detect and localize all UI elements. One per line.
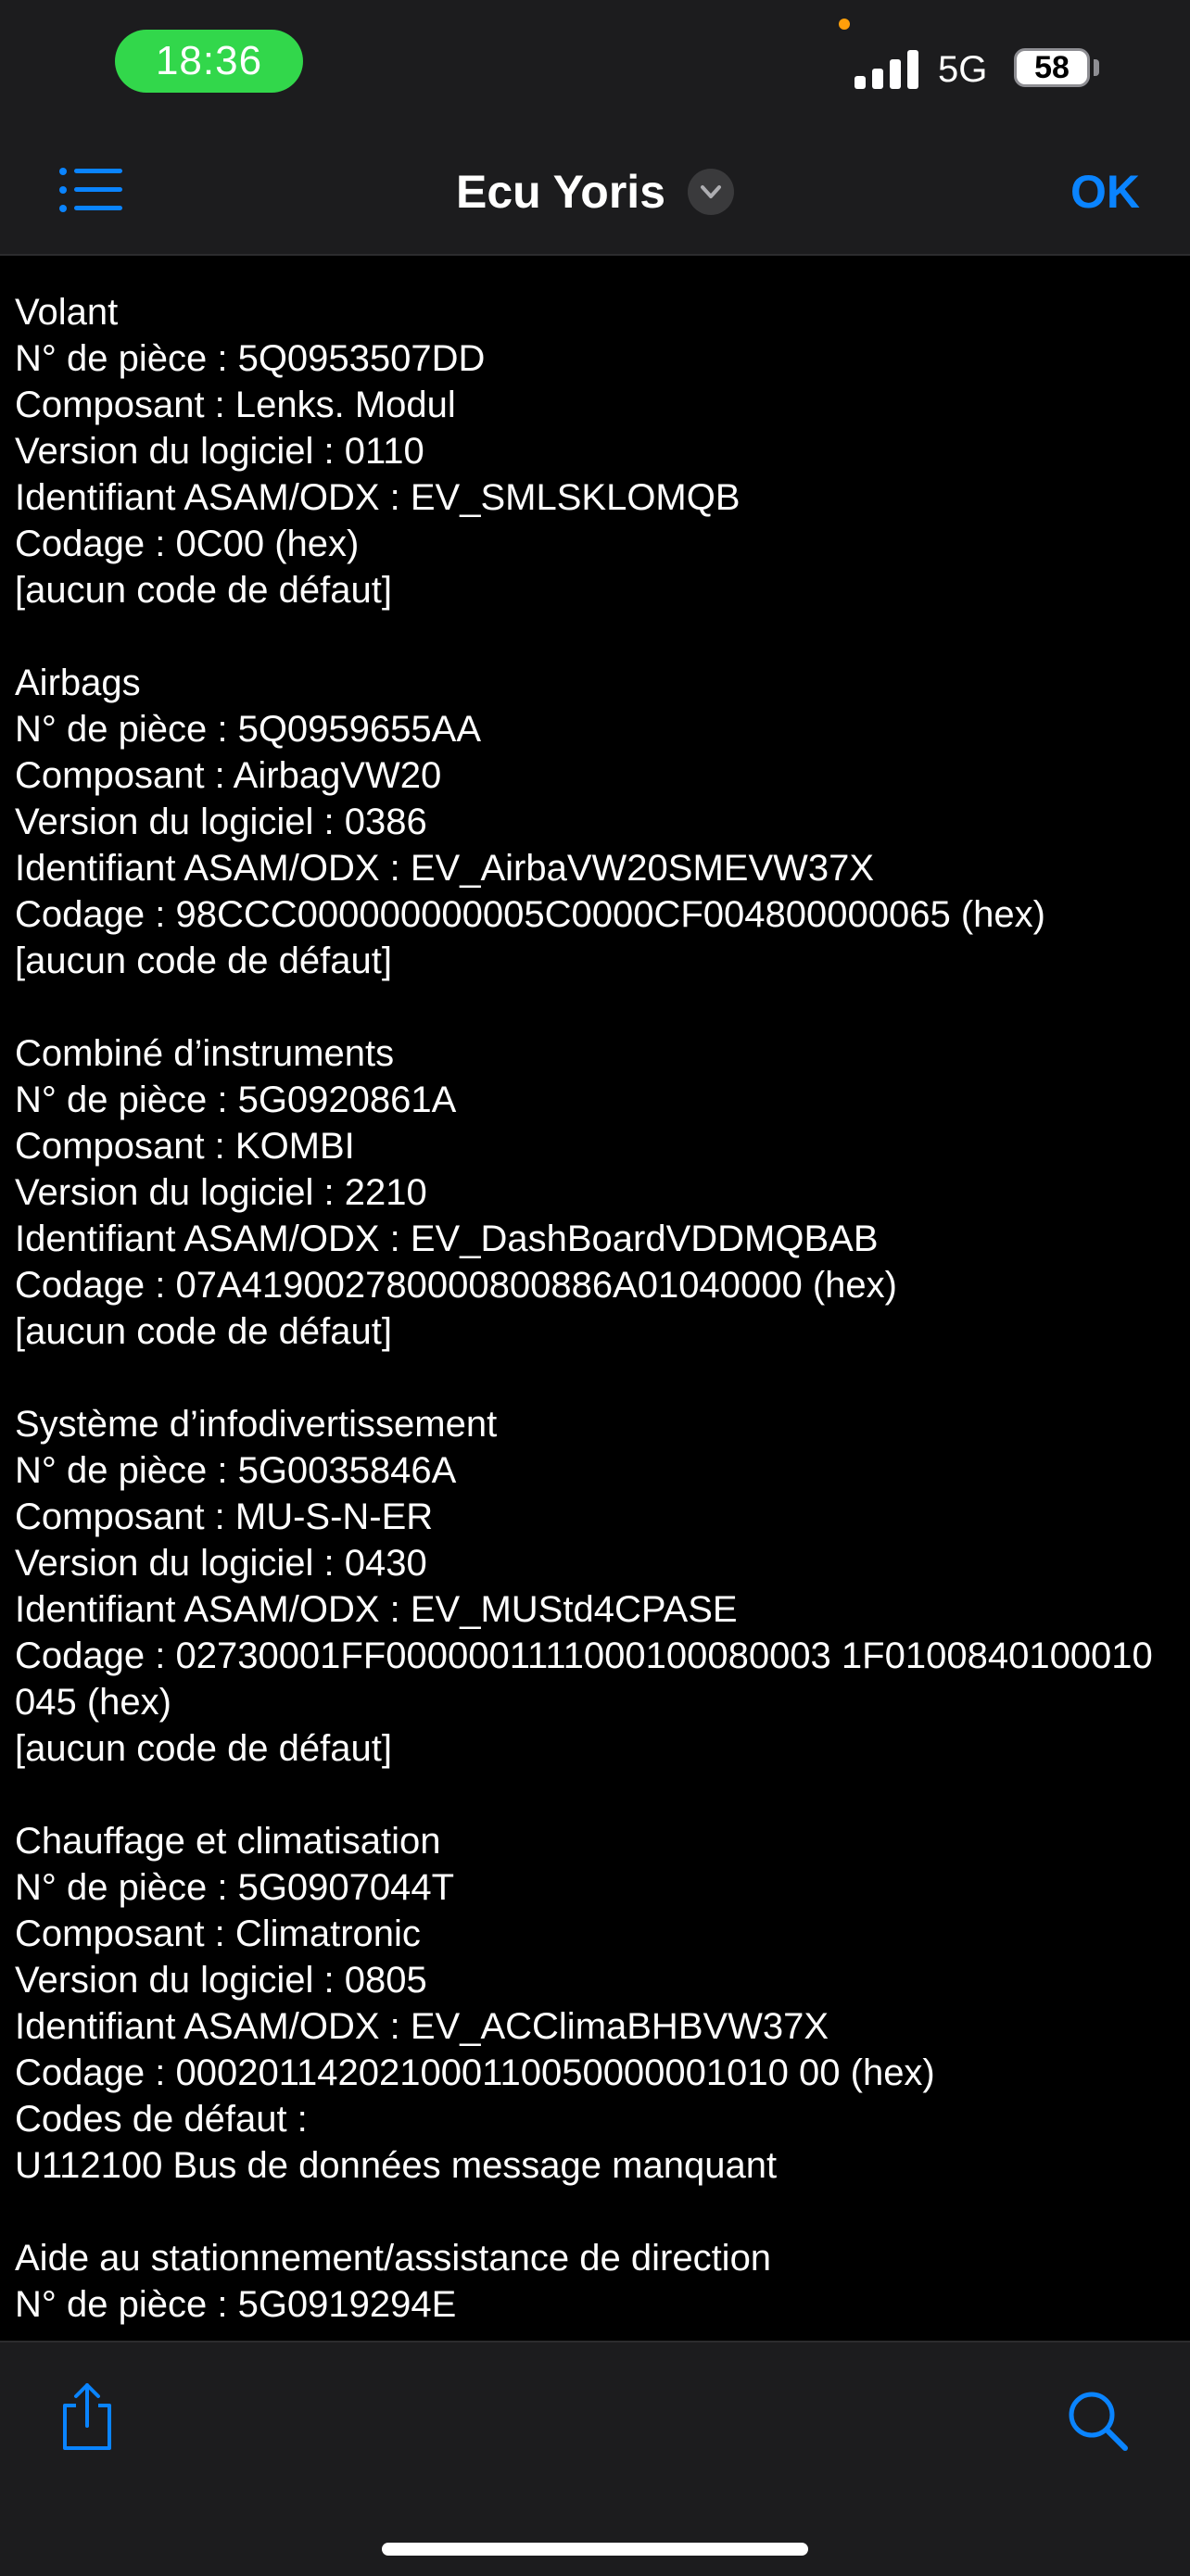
ecu-block-airbags: [15, 660, 1190, 984]
ecu-coding: Codage : 98CCC000000000005C0000CF004800000065 (hex): [15, 894, 1045, 935]
ecu-coding: Codage : 02730001FF0000001111000100080003 1F0100840100010045 (hex): [15, 1635, 1153, 1723]
ecu-asam-id: Identifiant ASAM/ODX : EV_DashBoardVDDMQBAB: [15, 1219, 879, 1259]
ecu-fault-header: Codes de défaut :: [15, 2099, 308, 2140]
ecu-block-steering: [15, 289, 1190, 613]
ecu-fault-code: U112100 Bus de données message manquant: [15, 2145, 778, 2186]
ecu-title: Combiné d’instruments: [15, 1033, 395, 1074]
ecu-part-number: N° de pièce : 5Q0959655AA: [15, 709, 482, 750]
home-indicator[interactable]: [382, 2543, 808, 2556]
privacy-indicator-dot: [839, 19, 850, 30]
ecu-part-number: N° de pièce : 5G0920861A: [15, 1080, 457, 1120]
ecu-fault-status: [aucun code de défaut]: [15, 1311, 392, 1352]
ecu-title: Airbags: [15, 663, 141, 703]
share-icon[interactable]: [57, 2381, 117, 2452]
ecu-component: Composant : Lenks. Modul: [15, 385, 456, 425]
ecu-block-parking-assist: [15, 2235, 1190, 2328]
chevron-down-icon[interactable]: [688, 169, 734, 215]
ecu-part-number: N° de pièce : 5G0035846A: [15, 1450, 457, 1491]
ecu-part-number: N° de pièce : 5G0907044T: [15, 1867, 455, 1908]
time-pill[interactable]: [115, 30, 303, 93]
ecu-block-instrument-cluster: [15, 1030, 1190, 1355]
navigation-bar: [0, 130, 1190, 256]
ecu-title: Système d’infodivertissement: [15, 1404, 498, 1445]
ecu-coding: Codage : 07A419002780000800886A01040000 (hex): [15, 1265, 897, 1306]
ecu-block-infotainment: [15, 1401, 1190, 1772]
signal-icon: [855, 46, 919, 89]
ecu-software-version: Version du logiciel : 2210: [15, 1172, 427, 1213]
report-content[interactable]: [0, 256, 1190, 2341]
status-time: 18:36: [155, 38, 263, 83]
battery-icon: [1014, 48, 1090, 87]
ecu-asam-id: Identifiant ASAM/ODX : EV_SMLSKLOMQB: [15, 477, 741, 518]
ecu-coding: Codage : 000201142021000110050000001010 00 (hex): [15, 2052, 935, 2093]
ecu-report: [0, 256, 1190, 2328]
ecu-title: Volant: [15, 292, 119, 333]
ecu-part-number: N° de pièce : 5G0919294E: [15, 2284, 457, 2325]
list-icon[interactable]: [59, 167, 122, 213]
ecu-block-climate: [15, 1818, 1190, 2189]
bottom-toolbar: [0, 2341, 1190, 2576]
ecu-asam-id: Identifiant ASAM/ODX : EV_AirbaVW20SMEVW37X: [15, 848, 875, 889]
ecu-software-version: Version du logiciel : 0430: [15, 1543, 427, 1584]
network-type: 5G: [938, 49, 988, 90]
ecu-asam-id: Identifiant ASAM/ODX : EV_MUStd4CPASE: [15, 1589, 738, 1630]
ecu-software-version: Version du logiciel : 0386: [15, 802, 427, 842]
ok-button[interactable]: OK: [1070, 166, 1140, 218]
ecu-software-version: Version du logiciel : 0110: [15, 431, 424, 472]
ecu-fault-status: [aucun code de défaut]: [15, 941, 392, 981]
search-icon[interactable]: [1066, 2389, 1131, 2454]
ecu-fault-status: [aucun code de défaut]: [15, 1728, 392, 1769]
ecu-coding: Codage : 0C00 (hex): [15, 524, 360, 564]
ecu-fault-status: [aucun code de défaut]: [15, 570, 392, 611]
ecu-component: Composant : KOMBI: [15, 1126, 355, 1167]
ecu-title: Aide au stationnement/assistance de direction: [15, 2238, 772, 2279]
ecu-component: Composant : AirbagVW20: [15, 755, 442, 796]
ecu-title: Chauffage et climatisation: [15, 1821, 441, 1862]
battery-tip: [1094, 59, 1099, 76]
ecu-component: Composant : Climatronic: [15, 1913, 421, 1954]
battery-level: 58: [1034, 50, 1070, 85]
ecu-component: Composant : MU-S-N-ER: [15, 1496, 434, 1537]
ecu-part-number: N° de pièce : 5Q0953507DD: [15, 338, 486, 379]
title-menu[interactable]: [0, 130, 1190, 254]
status-bar: [0, 0, 1190, 130]
ecu-asam-id: Identifiant ASAM/ODX : EV_ACClimaBHBVW37X: [15, 2006, 829, 2047]
ecu-software-version: Version du logiciel : 0805: [15, 1960, 427, 2001]
page-title: Ecu Yoris: [455, 166, 666, 218]
